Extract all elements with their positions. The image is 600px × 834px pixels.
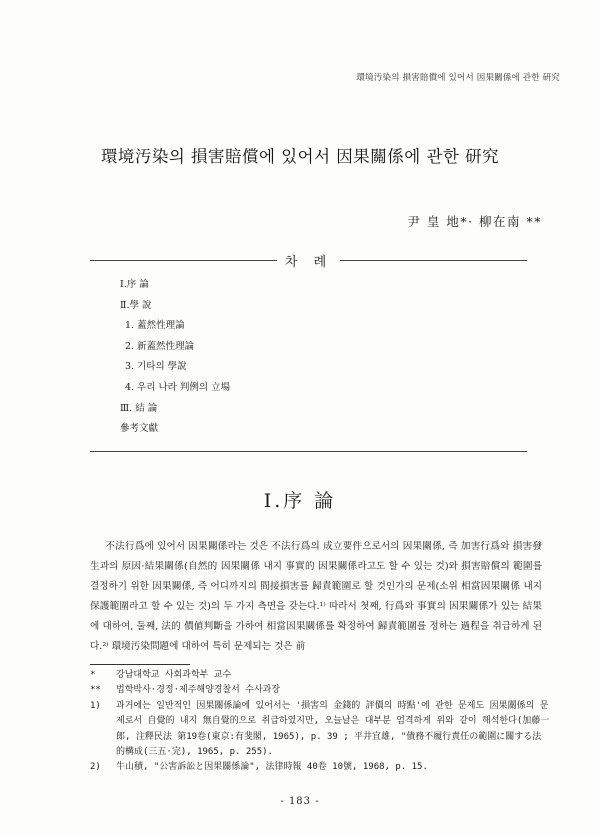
toc-heading — [90, 251, 527, 270]
toc-item: Ⅰ.序 論 — [120, 279, 149, 290]
page-number: - 183 - — [280, 796, 320, 807]
toc-heading-label: 차 례 — [277, 255, 340, 270]
footnote-text: 강남대학교 사회과학부 교수 — [116, 670, 232, 680]
footnote-mark: ** — [90, 685, 101, 696]
footnote-text: 법학박사·경정·제주해양경찰서 수사과장 — [116, 685, 281, 696]
running-header: 環境汚染의 損害賠償에 있어서 因果關係에 관한 硏究 — [356, 73, 560, 83]
toc-item: 3. 기타의 學說 — [125, 361, 187, 373]
toc-item: Ⅲ. 結 論 — [120, 402, 158, 414]
toc-item: 參考文獻 — [120, 423, 159, 435]
footnote — [90, 668, 550, 683]
footnote — [90, 760, 550, 775]
authors: 尹 皇 地*· 柳在南 ** — [407, 214, 542, 229]
footnote-mark: 2) — [90, 762, 101, 773]
toc-item: Ⅱ.學 說 — [120, 299, 152, 311]
footnote-text: 牛山積, "公害訴訟と因果關係論", 法律時報 40卷 10號, 1968, p. 15. — [116, 762, 428, 773]
footnote-mark: * — [90, 670, 96, 680]
body-paragraph: 不法行爲에 있어서 因果關係라는 것은 不法行爲의 成立要件으로서의 因果關係, 즉 加害行爲와 損害發生과의 原因·結果關係(自然的 因果關係 내지 事實的 因果關係라고도 할 수 있는 것)와 損害賠償의 範圍를 결정하기 위한 因果關係, 즉 어디까지의 間接損害를 歸責範圍로 할 것인가의 문제(소위 相當因果關係 내지 保護範圍라고 할 수 있는 것)의 두 가지 측면을 갖는다.¹⁾ 따라서 첫째, 行爲와 事實의 因果關係가 있는 結果에 대하여, 둘째, 法的 價値判斷을 가하여 相當因果關係를 확정하여 歸責範圍를 정하는 過程을 취급하게 된다.²⁾ 環境汚染問題에 대하여 특히 문제되는 것은 前 — [90, 541, 542, 652]
toc-item: 4. 우리 나라 判例의 立場 — [125, 381, 231, 393]
footnote-text: 과거에는 일반적인 因果關係論에 있어서는 '損害의 金錢的 評價의 時點'에 관한 문제도 因果關係의 문제로서 自覺的 내지 無自覺的으로 취급하였지만, 오늘날은 대부분 엄격하게 위와 같이 해석한다(加藤一郎, 注釋民法 第19卷(東京:有斐閣, 1965), p. 39 ; 平井宜雄, "債務不履行責任の範圍に關する法的構成(三五·完), 1965, p. 255). — [116, 700, 550, 758]
toc-item: 2. 新蓋然性理論 — [125, 340, 195, 352]
footnote-mark: 1) — [90, 700, 101, 711]
footnote — [90, 683, 550, 698]
table-of-contents — [90, 255, 527, 452]
footnote — [90, 699, 550, 761]
paper-title: 環境汚染의 損害賠償에 있어서 因果關係에 관한 研究 — [100, 147, 500, 166]
toc-list — [120, 275, 230, 440]
footnotes — [90, 668, 550, 776]
toc-item: 1. 蓋然性理論 — [125, 320, 185, 332]
footnote-divider — [90, 664, 190, 665]
section-heading: Ⅰ.序 論 — [263, 490, 337, 512]
